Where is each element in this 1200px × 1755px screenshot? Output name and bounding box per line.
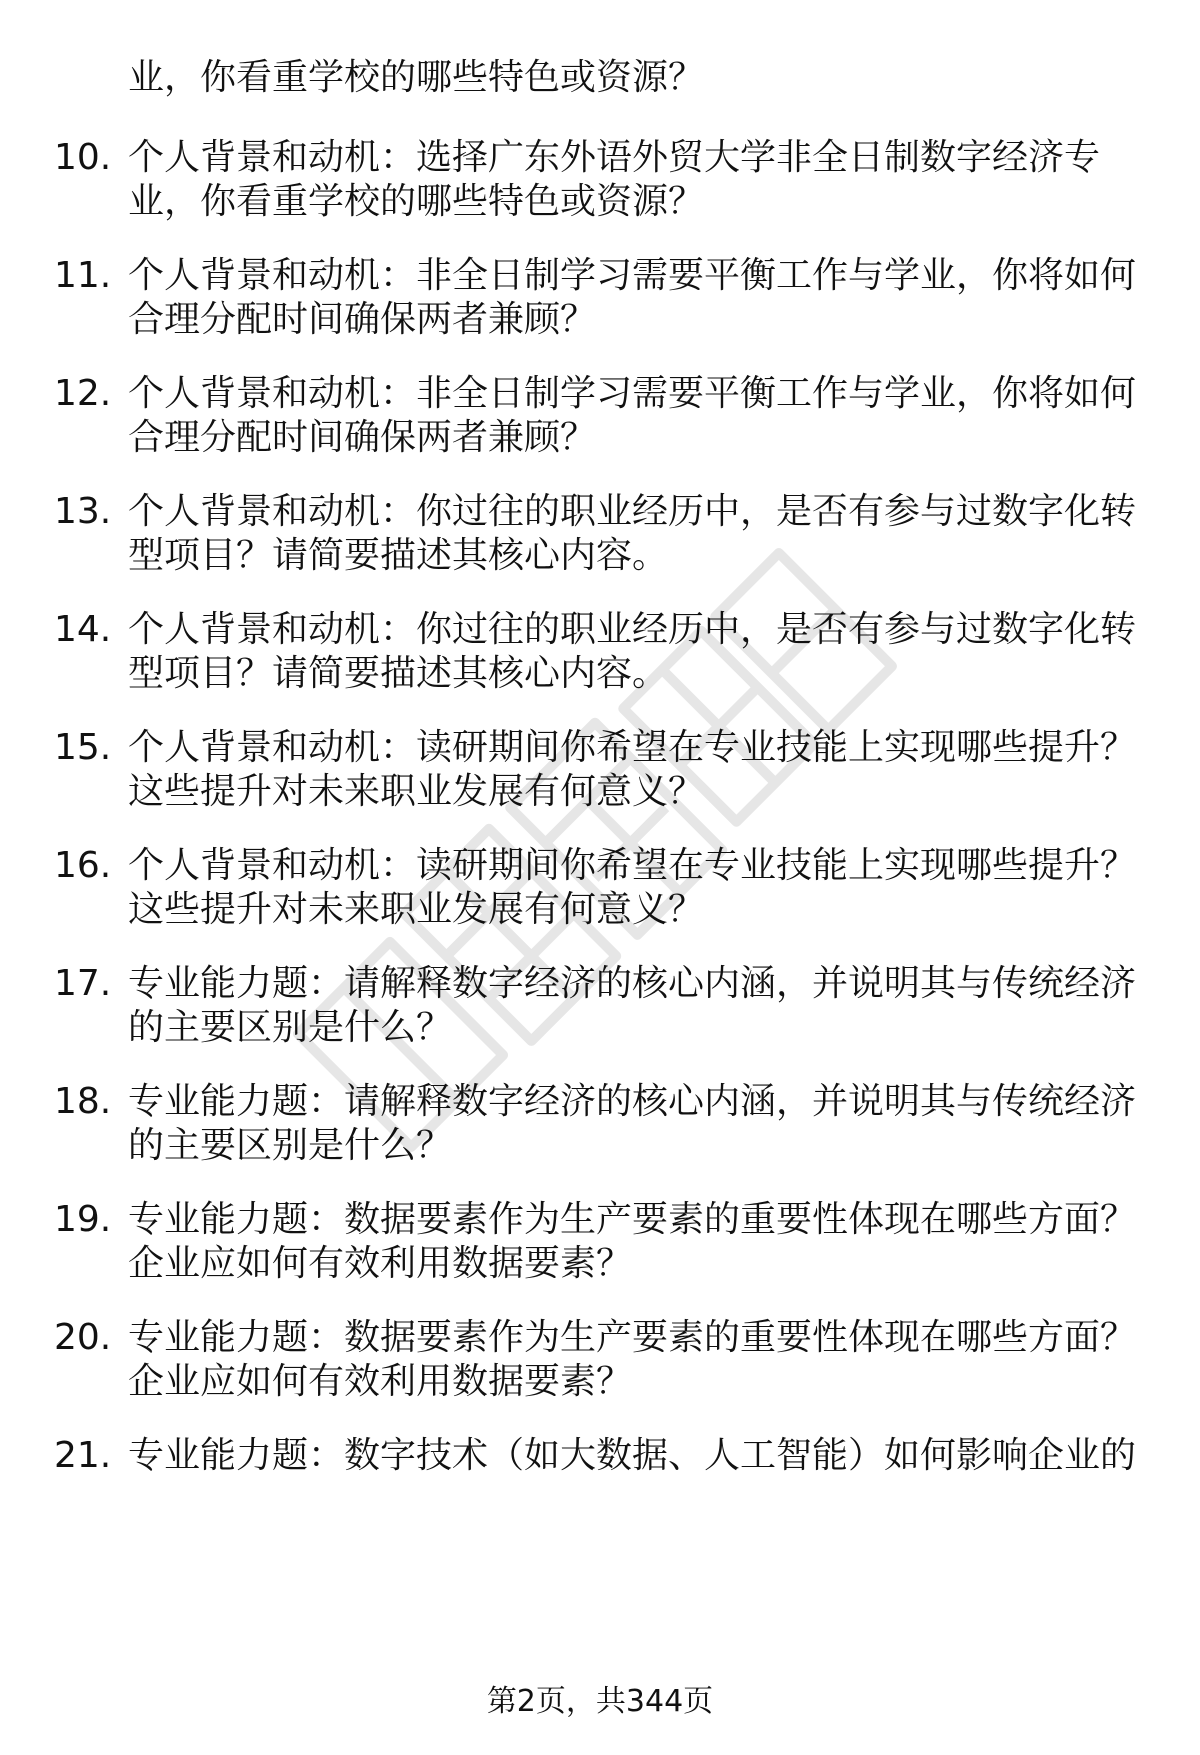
item-text-line: 专业能力题：请解释数字经济的核心内涵，并说明其与传统经济 xyxy=(128,1081,1137,1122)
item-number: 10. xyxy=(54,137,112,178)
item-text-line: 企业应如何有效利用数据要素？ xyxy=(128,1243,633,1284)
item-number: 21. xyxy=(54,1435,112,1476)
item-text-line: 个人背景和动机：选择广东外语外贸大学非全日制数字经济专 xyxy=(128,137,1101,178)
item-text-line: 企业应如何有效利用数据要素？ xyxy=(128,1361,633,1402)
item-text-line: 合理分配时间确保两者兼顾？ xyxy=(128,417,597,458)
item-number: 11. xyxy=(54,255,112,296)
continued-text: 业，你看重学校的哪些特色或资源？ xyxy=(128,57,705,98)
item-number: 12. xyxy=(54,373,112,414)
item-text-line: 个人背景和动机：非全日制学习需要平衡工作与学业，你将如何 xyxy=(128,255,1137,296)
page-footer: 第2页，共344页 xyxy=(486,1684,714,1719)
item-text-line: 这些提升对未来职业发展有何意义？ xyxy=(128,771,705,812)
item-text-line: 业，你看重学校的哪些特色或资源？ xyxy=(128,181,705,222)
item-number: 20. xyxy=(54,1317,112,1358)
item-text-line: 这些提升对未来职业发展有何意义？ xyxy=(128,889,705,930)
item-text-line: 合理分配时间确保两者兼顾？ xyxy=(128,299,597,340)
item-text-line: 专业能力题：数字技术（如大数据、人工智能）如何影响企业的 xyxy=(128,1435,1137,1476)
item-number: 17. xyxy=(54,963,112,1004)
item-number: 15. xyxy=(54,727,112,768)
item-text-line: 个人背景和动机：非全日制学习需要平衡工作与学业，你将如何 xyxy=(128,373,1137,414)
item-number: 16. xyxy=(54,845,112,886)
item-number: 19. xyxy=(54,1199,112,1240)
item-text-line: 个人背景和动机：读研期间你希望在专业技能上实现哪些提升？ xyxy=(128,727,1137,768)
item-text-line: 的主要区别是什么？ xyxy=(128,1125,453,1166)
item-text-line: 专业能力题：请解释数字经济的核心内涵，并说明其与传统经济 xyxy=(128,963,1137,1004)
item-text-line: 个人背景和动机：读研期间你希望在专业技能上实现哪些提升？ xyxy=(128,845,1137,886)
item-text-line: 型项目？请简要描述其核心内容。 xyxy=(128,653,669,694)
item-text-line: 个人背景和动机：你过往的职业经历中，是否有参与过数字化转 xyxy=(128,609,1137,650)
item-number: 14. xyxy=(54,609,112,650)
item-text-line: 的主要区别是什么？ xyxy=(128,1007,453,1048)
item-number: 13. xyxy=(54,491,112,532)
item-text-line: 型项目？请简要描述其核心内容。 xyxy=(128,535,669,576)
item-text-line: 专业能力题：数据要素作为生产要素的重要性体现在哪些方面？ xyxy=(128,1317,1137,1358)
item-number: 18. xyxy=(54,1081,112,1122)
item-text-line: 专业能力题：数据要素作为生产要素的重要性体现在哪些方面？ xyxy=(128,1199,1137,1240)
item-text-line: 个人背景和动机：你过往的职业经历中，是否有参与过数字化转 xyxy=(128,491,1137,532)
